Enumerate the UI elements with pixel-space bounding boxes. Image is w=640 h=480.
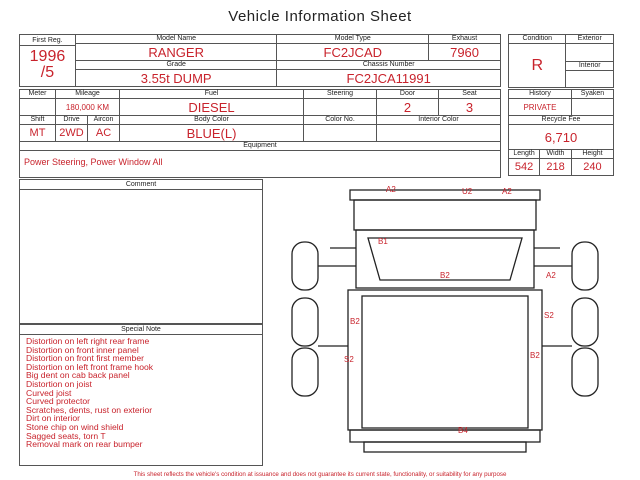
grade-label: Grade [75,61,277,70]
rear-step-outline [364,442,526,452]
comment-label: Comment [20,180,262,190]
equipment-value: Power Steering, Power Window All [24,157,163,167]
first-reg-label: First Reg. [20,37,75,46]
meter-label: Meter [20,90,56,99]
damage-mark-bed-left-upper: B2 [350,317,360,326]
damage-mark-bed-left-lower: S2 [344,355,354,364]
seat-label: Seat [439,90,501,99]
condition-table [508,34,614,88]
steering-label: Steering [304,90,377,99]
rear-left-wheel-1 [292,298,318,346]
rear-right-wheel-1 [572,298,598,346]
drive-label: Drive [56,116,88,125]
first-reg-year: 1996 [29,48,66,65]
rear-bumper-outline [350,430,540,442]
condition-label: Condition [509,35,566,44]
door-value: 2 [377,99,439,116]
special-note-item: Dirt on interior [26,413,80,424]
chassis-label: Chassis Number [277,61,501,70]
interior-color-value [377,125,501,142]
special-note-item: Curved protector [26,396,91,407]
rear-right-wheel-2 [572,348,598,396]
length-label: Length [509,150,540,159]
special-note-list [20,335,262,449]
mileage-label: Mileage [56,90,120,99]
width-value: 218 [540,159,572,176]
damage-mark-bed-right-lower: B2 [530,351,540,360]
body-color-label: Body Color [120,116,304,125]
fuel-value: DIESEL [120,99,304,116]
special-note-item: Sagged seats, torn T [26,430,106,441]
exhaust-label: Exhaust [429,35,501,44]
model-name-value: RANGER [75,44,277,61]
recycle-fee-label: Recycle Fee [509,116,614,125]
model-type-value: FC2JCAD [277,44,429,61]
body-color-value: BLUE(L) [120,125,304,142]
syaken-value [571,99,613,116]
front-right-wheel [572,242,598,290]
comment-box [19,179,263,324]
shift-value: MT [20,125,56,142]
special-note-item: Distortion on left right rear frame [26,336,150,346]
damage-mark-cab-left: B1 [378,237,388,246]
special-note-item: Big dent on cab back panel [26,370,130,381]
special-note-item: Curved joist [26,387,72,398]
recycle-fee-value: 6,710 [509,125,614,150]
history-table [508,89,614,176]
height-label: Height [571,150,613,159]
info-table-top [19,34,501,87]
meter-value [20,99,56,116]
special-note-item: Distortion on front first member [26,353,144,364]
exterior-value [566,44,614,62]
color-no-value [304,125,377,142]
condition-value: R [509,44,566,88]
model-type-label: Model Type [277,35,429,44]
sheet-title: Vehicle Information Sheet [228,8,412,25]
history-label: History [509,90,572,99]
steering-value [304,99,377,116]
chassis-value: FC2JCA11991 [277,70,501,87]
info-table-mid [19,89,501,178]
disclaimer-text: This sheet reflects the vehicle's condition at issuance and does not guarantee its current state, functionality, or suitability for any purpose [133,471,507,478]
special-note-item: Distortion on left front frame hook [26,361,154,372]
hood-outline [354,200,536,230]
interior-value [566,71,614,88]
width-label: Width [540,150,572,159]
model-name-label: Model Name [75,35,277,44]
fuel-label: Fuel [120,90,304,99]
equipment-label: Equipment [20,142,501,151]
shift-label: Shift [20,116,56,125]
door-label: Door [377,90,439,99]
damage-mark-cab-right: A2 [546,271,556,280]
damage-mark-cab-center: B2 [440,271,450,280]
special-note-item: Distortion on joist [26,378,92,389]
exterior-label: Exterior [566,35,614,44]
special-note-item: Scratches, dents, rust on exterior [26,404,153,415]
damage-mark-rear-center: B4 [458,426,468,435]
aircon-value: AC [88,125,120,142]
special-note-item: Distortion on front inner panel [26,344,139,355]
damage-mark-bed-right-upper: S2 [544,311,554,320]
interior-color-label: Interior Color [377,116,501,125]
drive-value: 2WD [56,125,88,142]
aircon-label: Aircon [88,116,120,125]
height-value: 240 [571,159,613,176]
truck-damage-diagram [270,180,620,470]
length-value: 542 [509,159,540,176]
special-note-label: Special Note [20,325,262,335]
rear-left-wheel-2 [292,348,318,396]
color-no-label: Color No. [304,116,377,125]
mileage-value: 180,000 KM [56,99,120,116]
damage-mark-front-top-right: A2 [502,187,512,196]
equipment-value-cell [20,151,501,178]
first-reg-month: /5 [40,64,55,81]
special-note-box [19,324,263,466]
bed-inner-outline [362,296,528,428]
front-left-wheel [292,242,318,290]
interior-label: Interior [566,62,614,71]
grade-value: 3.55t DUMP [75,70,277,87]
seat-value: 3 [439,99,501,116]
bed-outline [348,290,542,430]
exhaust-value: 7960 [429,44,501,61]
special-note-item: Stone chip on wind shield [26,421,124,432]
first-reg-cell [20,35,76,87]
syaken-label: Syaken [571,90,613,99]
damage-mark-front-top-left: A2 [386,185,396,194]
history-value: PRIVATE [509,99,572,116]
special-note-item: Removal mark on rear bumper [26,439,143,450]
damage-mark-front-top-mid: U2 [462,187,473,196]
